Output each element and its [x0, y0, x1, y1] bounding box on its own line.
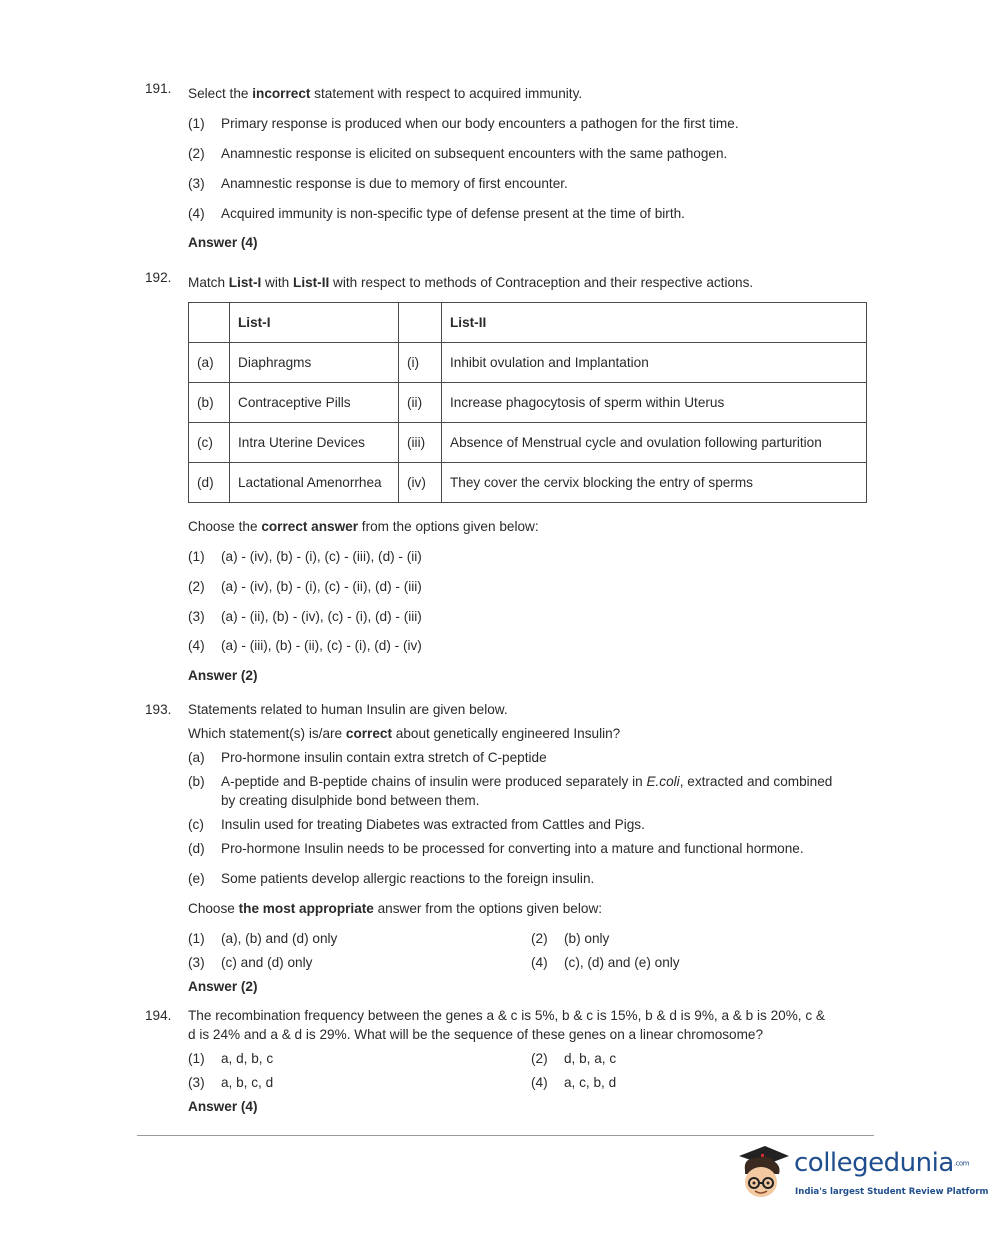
row-key: (a): [189, 343, 230, 383]
q193-answer: Answer (2): [188, 979, 258, 994]
row-roman: (iv): [399, 463, 442, 503]
q192-choose: Choose the correct answer from the options given below:: [188, 519, 539, 534]
q192-answer: Answer (2): [188, 668, 258, 683]
q194-option-2: (2) d, b, a, c: [531, 1051, 617, 1066]
q193-line2: Which statement(s) is/are correct about genetically engineered Insulin?: [188, 726, 621, 741]
q194-option-4: (4) a, c, b, d: [531, 1075, 617, 1090]
match-table: [188, 302, 867, 503]
list-ii-item: They cover the cervix blocking the entry of sperms: [442, 463, 867, 503]
list-i-item: Diaphragms: [230, 343, 399, 383]
table-row: [189, 383, 867, 423]
q193-choose: Choose the most appropriate answer from the options given below:: [188, 901, 603, 916]
table-row: [189, 423, 867, 463]
q192-number: 192.: [145, 270, 172, 285]
row-roman: (ii): [399, 383, 442, 423]
q194-line2: d is 24% and a & d is 29%. What will be the sequence of these genes on a linear chromosome?: [188, 1027, 764, 1042]
q193-option-4: (4) (c), (d) and (e) only: [531, 955, 680, 970]
row-roman: (i): [399, 343, 442, 383]
table-row: [189, 463, 867, 503]
q194-option-1: (1) a, d, b, c: [188, 1051, 274, 1066]
table-row: [189, 343, 867, 383]
q192-option-4: (4) (a) - (iii), (b) - (ii), (c) - (i), (d) - (iv): [188, 638, 422, 653]
q191-option-3: (3) Anamnestic response is due to memory of first encounter.: [188, 176, 568, 191]
mascot-logo-icon: [735, 1140, 793, 1208]
q194-option-3: (3) a, b, c, d: [188, 1075, 274, 1090]
brand-tagline: India's largest Student Review Platform: [795, 1187, 989, 1197]
q193-statement-b: (b) A-peptide and B-peptide chains of insulin were produced separately in E.coli, extracted and combined: [188, 774, 833, 789]
q191-answer: Answer (4): [188, 235, 258, 250]
q193-statement-a: (a) Pro-hormone insulin contain extra stretch of C-peptide: [188, 750, 547, 765]
list-i-item: Lactational Amenorrhea: [230, 463, 399, 503]
q191-number: 191.: [145, 81, 172, 96]
list-ii-header: List-II: [442, 303, 867, 343]
q193-line1: Statements related to human Insulin are given below.: [188, 702, 508, 717]
brand-name: collegedunia.com: [794, 1148, 969, 1178]
table-cell: [399, 303, 442, 343]
q192-option-3: (3) (a) - (ii), (b) - (iv), (c) - (i), (d) - (iii): [188, 609, 422, 624]
q193-number: 193.: [145, 702, 172, 717]
q192-option-2: (2) (a) - (iv), (b) - (i), (c) - (ii), (d) - (iii): [188, 579, 422, 594]
q193-option-3: (3) (c) and (d) only: [188, 955, 313, 970]
q191-option-4: (4) Acquired immunity is non-specific type of defense present at the time of birth.: [188, 206, 685, 221]
row-key: (c): [189, 423, 230, 463]
q192-stem: Match List-I with List-II with respect to methods of Contraception and their respective actions.: [188, 275, 754, 290]
brand-suffix: .com: [953, 1159, 969, 1168]
q194-answer: Answer (4): [188, 1099, 258, 1114]
q191-option-2: (2) Anamnestic response is elicited on subsequent encounters with the same pathogen.: [188, 146, 728, 161]
list-i-header: List-I: [230, 303, 399, 343]
q193-option-1: (1) (a), (b) and (d) only: [188, 931, 338, 946]
q193-statement-b-cont: by creating disulphide bond between them.: [221, 793, 480, 808]
row-key: (b): [189, 383, 230, 423]
list-ii-item: Increase phagocytosis of sperm within Uterus: [442, 383, 867, 423]
q194-line1: The recombination frequency between the genes a & c is 5%, b & c is 15%, b & d is 9%, a & b is 20%, c &: [188, 1008, 825, 1023]
row-roman: (iii): [399, 423, 442, 463]
list-i-item: Contraceptive Pills: [230, 383, 399, 423]
list-ii-item: Inhibit ovulation and Implantation: [442, 343, 867, 383]
row-key: (d): [189, 463, 230, 503]
q191-stem: Select the incorrect statement with respect to acquired immunity.: [188, 86, 583, 101]
list-i-item: Intra Uterine Devices: [230, 423, 399, 463]
q193-statement-d: (d) Pro-hormone Insulin needs to be processed for converting into a mature and functional hormone.: [188, 841, 804, 856]
footer-divider: [137, 1135, 874, 1136]
q193-option-2: (2) (b) only: [531, 931, 610, 946]
match-table-header: [189, 303, 867, 343]
list-ii-item: Absence of Menstrual cycle and ovulation following parturition: [442, 423, 867, 463]
q194-number: 194.: [145, 1008, 172, 1023]
table-cell: [189, 303, 230, 343]
q192-option-1: (1) (a) - (iv), (b) - (i), (c) - (iii), (d) - (ii): [188, 549, 422, 564]
q191-option-1: (1) Primary response is produced when our body encounters a pathogen for the first time.: [188, 116, 739, 131]
q193-statement-e: (e) Some patients develop allergic reactions to the foreign insulin.: [188, 871, 595, 886]
q193-statement-c: (c) Insulin used for treating Diabetes was extracted from Cattles and Pigs.: [188, 817, 645, 832]
